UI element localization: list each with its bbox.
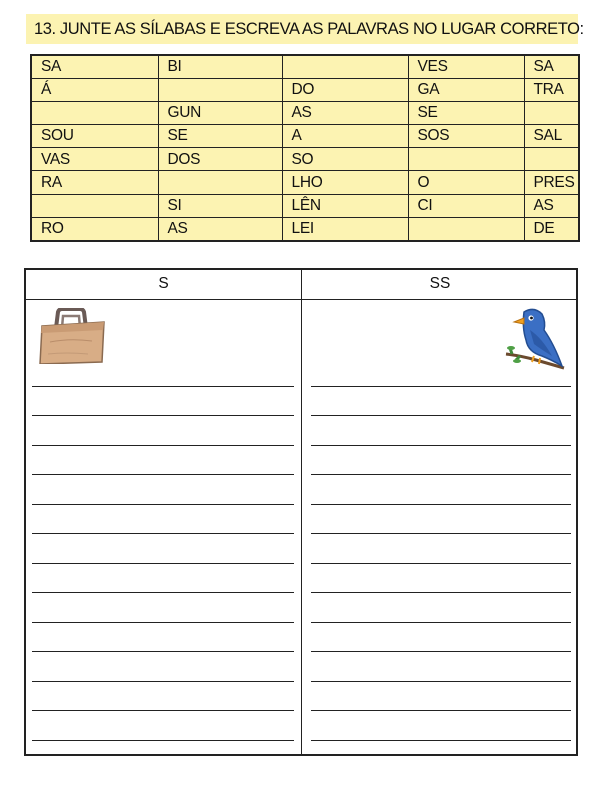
writing-line (311, 710, 571, 711)
writing-line (32, 474, 294, 475)
writing-line (311, 681, 571, 682)
writing-line (311, 622, 571, 623)
writing-line (311, 592, 571, 593)
syllable-cell: A (282, 125, 408, 148)
exercise-title-text: 13. JUNTE AS SÍLABAS E ESCREVA AS PALAVRAS NO LUGAR CORRETO: (34, 19, 584, 38)
writing-line (32, 681, 294, 682)
syllable-cell (158, 171, 282, 194)
syllable-cell: GA (408, 78, 524, 101)
syllable-cell: SI (158, 194, 282, 217)
shopping-bag-icon (36, 308, 108, 364)
syllable-cell (408, 148, 524, 171)
writing-line (32, 651, 294, 652)
syllable-cell: Á (31, 78, 158, 101)
syllable-cell: LEI (282, 217, 408, 240)
syllable-cell: PRES (524, 171, 579, 194)
syllable-cell: DOS (158, 148, 282, 171)
writing-line (32, 415, 294, 416)
writing-line (311, 445, 571, 446)
syllable-cell: SOU (31, 125, 158, 148)
writing-line (32, 533, 294, 534)
syllable-cell: AS (282, 101, 408, 124)
syllable-cell: VES (408, 55, 524, 78)
table-row (31, 217, 579, 240)
writing-line (32, 445, 294, 446)
writing-line (32, 740, 294, 741)
writing-line (311, 386, 571, 387)
syllable-cell: SE (408, 101, 524, 124)
syllable-cell (524, 101, 579, 124)
writing-line (311, 474, 571, 475)
syllable-cell: DE (524, 217, 579, 240)
writing-box (24, 268, 578, 756)
syllable-cell: SE (158, 125, 282, 148)
syllable-cell: BI (158, 55, 282, 78)
writing-line (311, 740, 571, 741)
syllable-cell: SO (282, 148, 408, 171)
syllable-cell: RO (31, 217, 158, 240)
syllable-cell: LHO (282, 171, 408, 194)
table-row (31, 101, 579, 124)
syllable-cell: DO (282, 78, 408, 101)
syllable-cell: CI (408, 194, 524, 217)
table-row (31, 194, 579, 217)
syllable-cell: SA (31, 55, 158, 78)
syllable-cell: RA (31, 171, 158, 194)
writing-line (32, 563, 294, 564)
syllable-cell: SA (524, 55, 579, 78)
column-header-s: S (158, 275, 169, 292)
syllable-table (30, 54, 580, 242)
writing-line (32, 504, 294, 505)
writing-line (311, 533, 571, 534)
table-row (31, 78, 579, 101)
syllable-cell: VAS (31, 148, 158, 171)
writing-line (311, 415, 571, 416)
writing-line (311, 651, 571, 652)
syllable-cell: O (408, 171, 524, 194)
syllable-cell (524, 148, 579, 171)
syllable-cell: GUN (158, 101, 282, 124)
syllable-cell: AS (158, 217, 282, 240)
syllable-cell: LÊN (282, 194, 408, 217)
syllable-cell (408, 217, 524, 240)
writing-line (32, 386, 294, 387)
syllable-cell (31, 194, 158, 217)
exercise-title (26, 14, 584, 44)
syllable-cell (282, 55, 408, 78)
column-header-ss: SS (429, 275, 451, 292)
writing-line (311, 563, 571, 564)
syllable-cell (158, 78, 282, 101)
writing-line (32, 710, 294, 711)
column-divider (301, 270, 302, 754)
table-row (31, 148, 579, 171)
table-row (31, 171, 579, 194)
syllable-cell: AS (524, 194, 579, 217)
writing-line (32, 622, 294, 623)
syllable-cell: SAL (524, 125, 579, 148)
syllable-cell (31, 101, 158, 124)
table-row (31, 55, 579, 78)
writing-line (311, 504, 571, 505)
writing-line (32, 592, 294, 593)
syllable-cell: TRA (524, 78, 579, 101)
table-row (31, 125, 579, 148)
syllable-cell: SOS (408, 125, 524, 148)
blue-bird-icon (502, 304, 566, 376)
